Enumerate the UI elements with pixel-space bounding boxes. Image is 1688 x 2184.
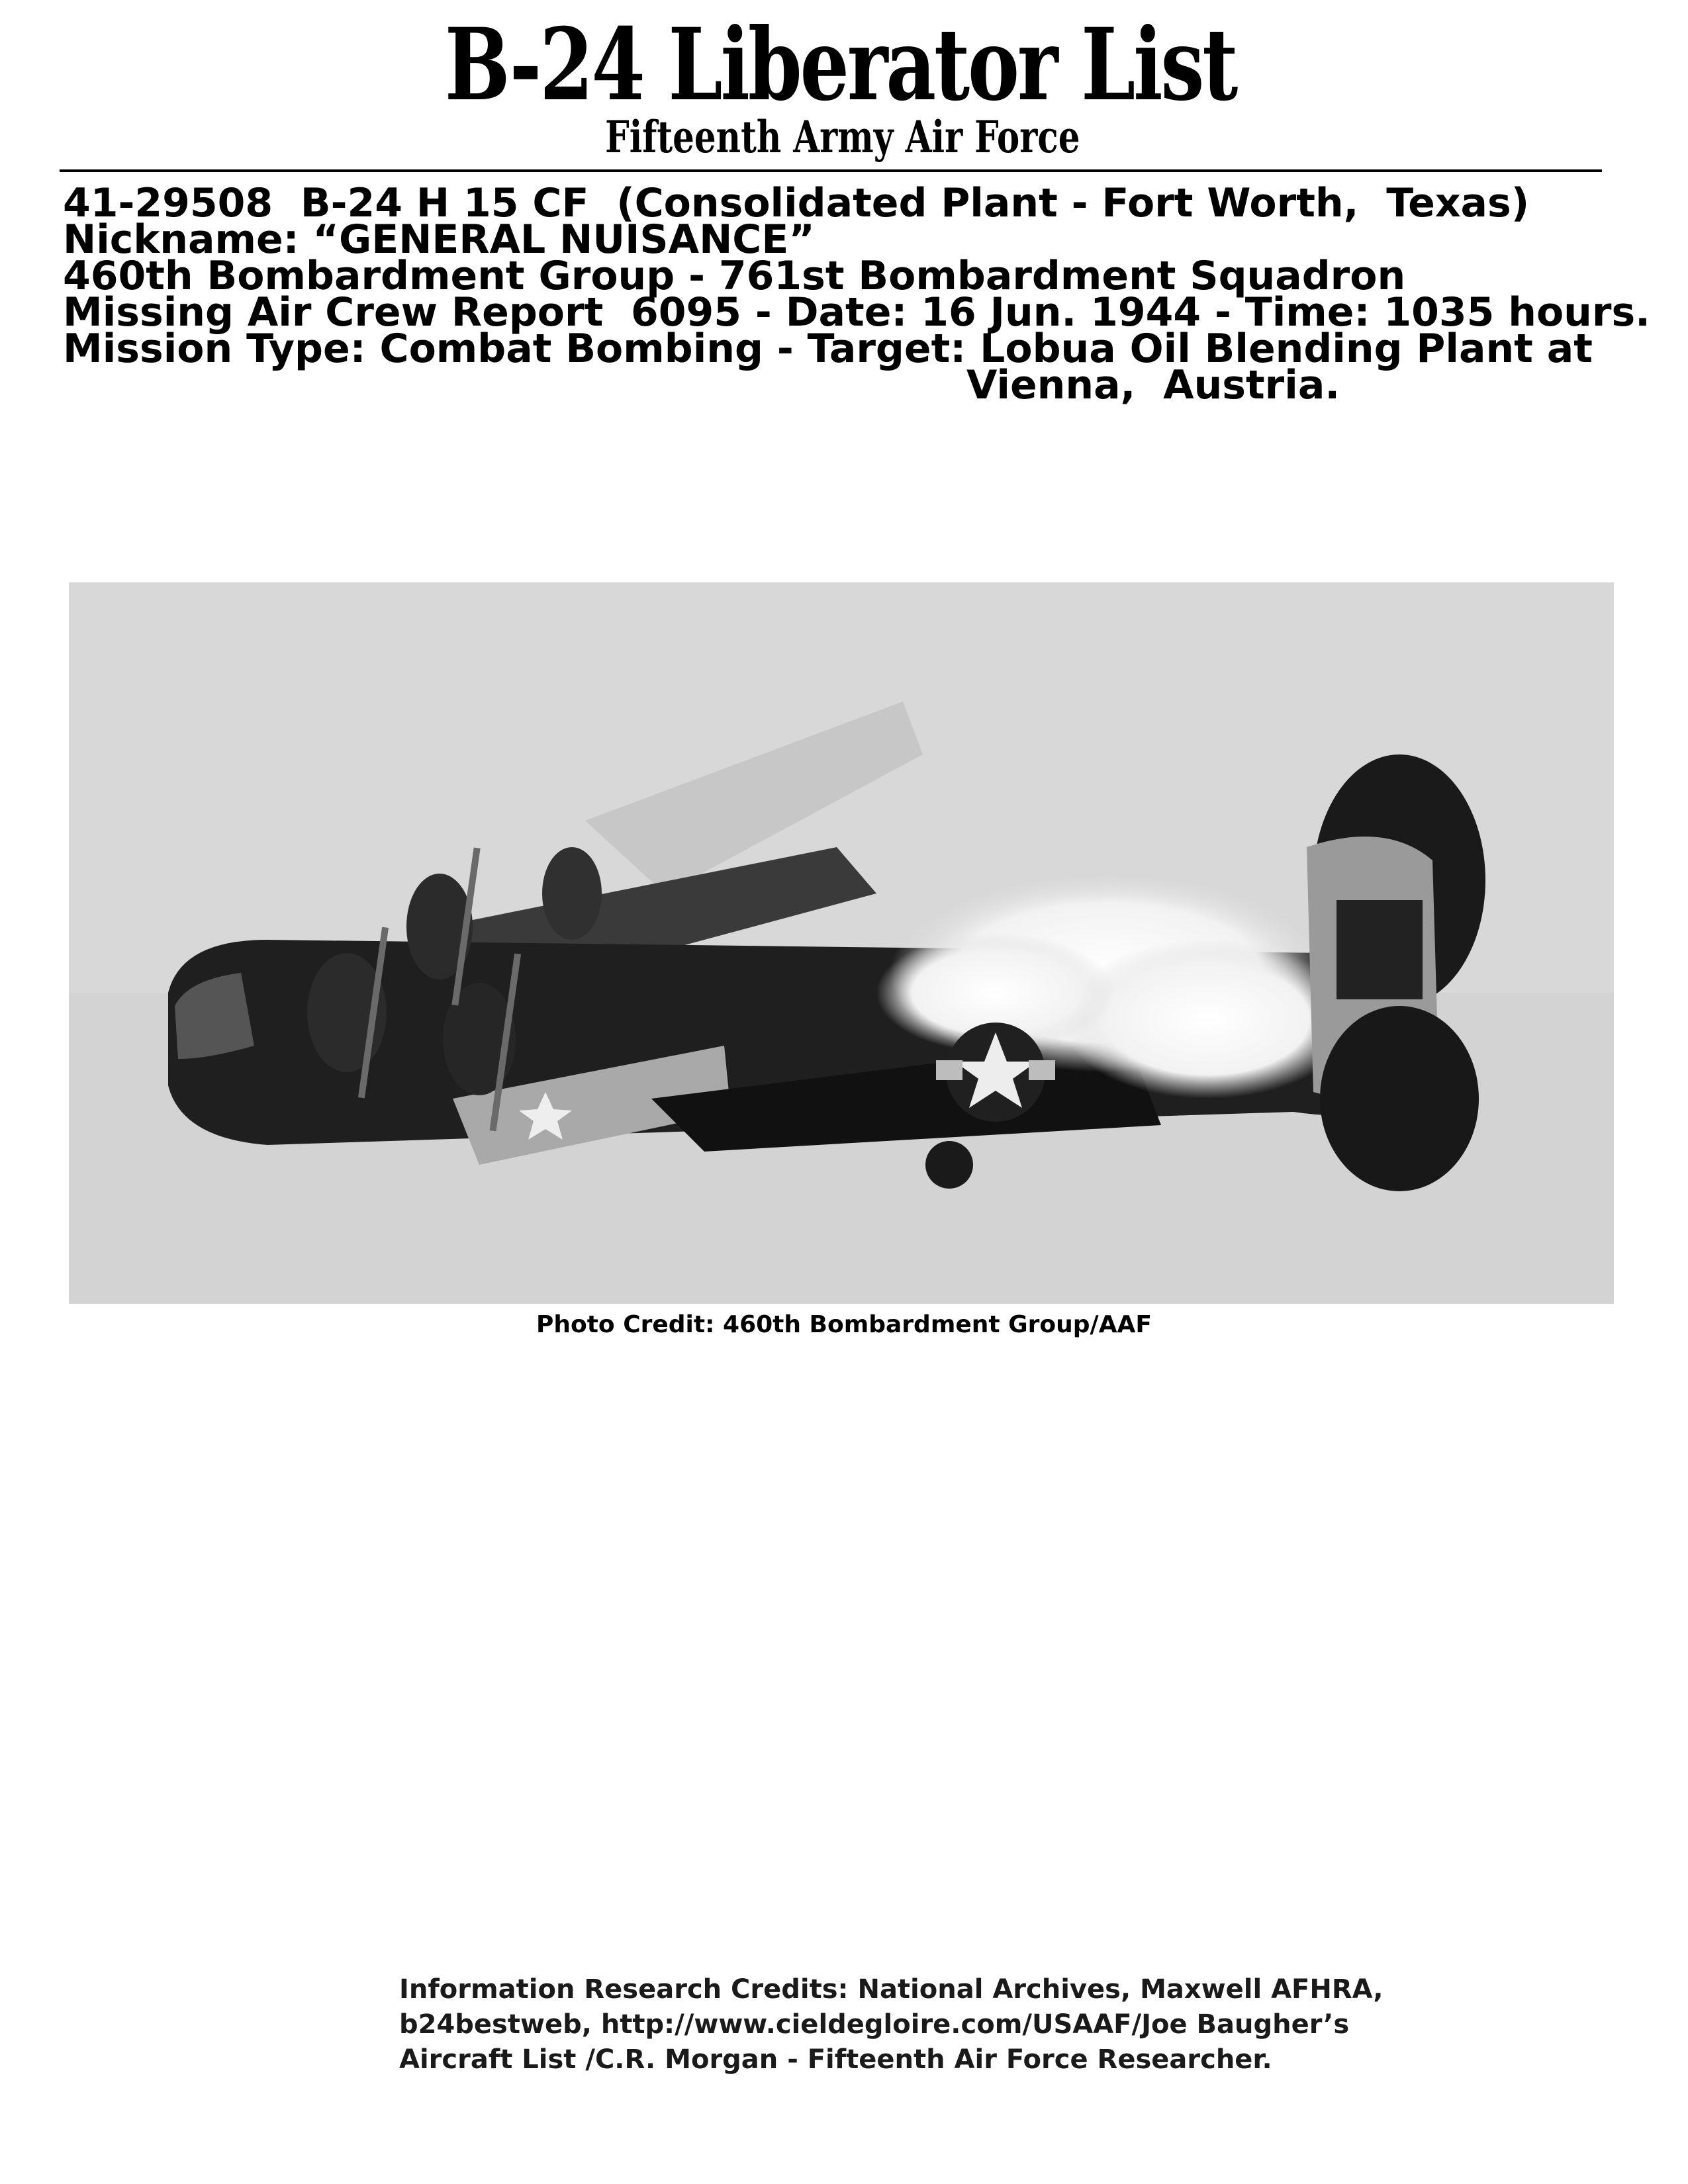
- serial-line: 41-29508 B-24 H 15 CF (Consolidated Plant - Fort Worth, Texas): [63, 180, 1530, 226]
- research-credits-line: Aircraft List /C.R. Morgan - Fifteenth Air Force Researcher.: [399, 2044, 1272, 2075]
- macr-line: Missing Air Crew Report 6095 - Date: 16 Jun. 1944 - Time: 1035 hours.: [63, 289, 1650, 336]
- research-credits-line: b24bestweb, http://www.cieldegloire.com/USAAF/Joe Baugher’s: [399, 2009, 1350, 2040]
- nickname-line: Nickname: “GENERAL NUISANCE”: [63, 216, 815, 263]
- unit-line: 460th Bombardment Group - 761st Bombardment Squadron: [63, 253, 1406, 299]
- photo-credit: Photo Credit: 460th Bombardment Group/AAF: [536, 1311, 1152, 1338]
- aircraft-photo: [69, 582, 1614, 1304]
- page-title: B-24 Liberator List: [444, 7, 1237, 123]
- b24-bomber-image: [69, 582, 1614, 1304]
- aircraft-info-block: [63, 180, 1671, 408]
- target-location-line: Vienna, Austria.: [966, 362, 1340, 408]
- research-credits: [399, 1972, 1591, 2077]
- mission-line: Mission Type: Combat Bombing - Target: Lobua Oil Blending Plant at: [63, 326, 1593, 372]
- page-subtitle: Fifteenth Army Air Force: [605, 111, 1080, 163]
- header-divider: [60, 169, 1602, 172]
- research-credits-line: Information Research Credits: National Archives, Maxwell AFHRA,: [399, 1974, 1383, 2005]
